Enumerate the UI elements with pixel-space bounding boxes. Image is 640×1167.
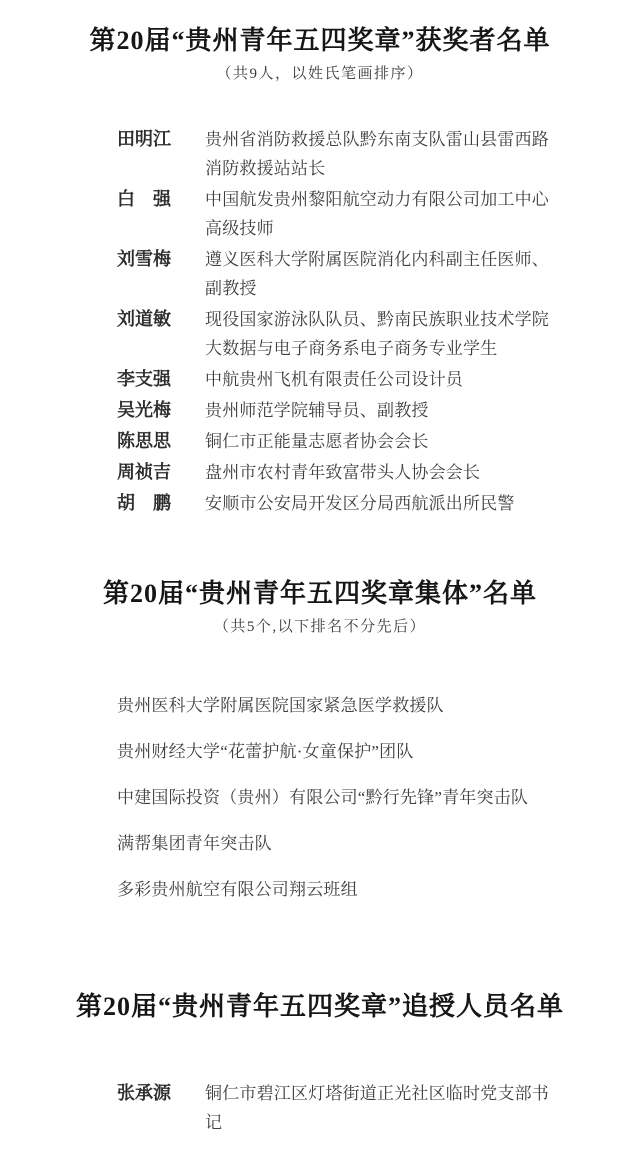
award-entry bbox=[0, 245, 640, 303]
entry-name: 李支强 bbox=[117, 369, 171, 389]
section-collectives bbox=[0, 578, 640, 904]
collectives-subtitle: （共5个,以下排名不分先后） bbox=[213, 619, 427, 635]
section-winners bbox=[0, 25, 640, 518]
entry-name: 刘雪梅 bbox=[117, 249, 171, 269]
entry-description: 贵州省消防救援总队黔东南支队雷山县雷西路消防救援站站长 bbox=[205, 130, 549, 178]
entry-description: 贵州师范学院辅导员、副教授 bbox=[205, 401, 429, 420]
posthumous-title: 第20届“贵州青年五四奖章”追授人员名单 bbox=[75, 992, 564, 1021]
collective-item: 中建国际投资（贵州）有限公司“黔行先锋”青年突击队 bbox=[117, 788, 529, 807]
entry-name: 胡 鹏 bbox=[117, 493, 171, 513]
collective-item: 满帮集团青年突击队 bbox=[117, 834, 272, 853]
entry-description: 盘州市农村青年致富带头人协会会长 bbox=[205, 463, 481, 482]
collective-item: 贵州医科大学附属医院国家紧急医学救援队 bbox=[117, 696, 444, 715]
entry-name: 白 强 bbox=[117, 189, 171, 209]
posthumous-list bbox=[0, 1079, 640, 1137]
award-entry bbox=[0, 365, 640, 394]
award-entry bbox=[0, 185, 640, 243]
award-entry bbox=[0, 427, 640, 456]
entry-name: 刘道敏 bbox=[117, 309, 171, 329]
collective-item: 贵州财经大学“花蕾护航·女童保护”团队 bbox=[117, 742, 414, 761]
winners-list bbox=[0, 125, 640, 518]
award-entry bbox=[0, 396, 640, 425]
collective-item: 多彩贵州航空有限公司翔云班组 bbox=[117, 880, 358, 899]
entry-description: 中国航发贵州黎阳航空动力有限公司加工中心高级技师 bbox=[205, 190, 549, 238]
winners-title: 第20届“贵州青年五四奖章”获奖者名单 bbox=[89, 26, 551, 55]
entry-name: 张承源 bbox=[117, 1083, 171, 1103]
entry-name: 陈思思 bbox=[117, 431, 171, 451]
entry-description: 铜仁市正能量志愿者协会会长 bbox=[205, 432, 429, 451]
entry-description: 现役国家游泳队队员、黔南民族职业技术学院大数据与电子商务系电子商务专业学生 bbox=[205, 310, 549, 358]
collectives-title: 第20届“贵州青年五四奖章集体”名单 bbox=[102, 579, 537, 608]
entry-description: 遵义医科大学附属医院消化内科副主任医师、副教授 bbox=[205, 250, 549, 298]
section-posthumous bbox=[0, 991, 640, 1137]
entry-name: 周祯吉 bbox=[117, 462, 171, 482]
winners-subtitle: （共9人，以姓氏笔画排序） bbox=[216, 66, 424, 82]
award-entry bbox=[0, 305, 640, 363]
award-entry bbox=[0, 458, 640, 487]
collectives-list bbox=[0, 691, 640, 904]
entry-description: 安顺市公安局开发区分局西航派出所民警 bbox=[205, 494, 515, 513]
entry-description: 铜仁市碧江区灯塔街道正光社区临时党支部书记 bbox=[205, 1084, 549, 1132]
award-entry bbox=[0, 489, 640, 518]
award-entry bbox=[0, 125, 640, 183]
entry-name: 吴光梅 bbox=[117, 400, 171, 420]
award-entry bbox=[0, 1079, 640, 1137]
entry-name: 田明江 bbox=[117, 129, 171, 149]
entry-description: 中航贵州飞机有限责任公司设计员 bbox=[205, 370, 463, 389]
